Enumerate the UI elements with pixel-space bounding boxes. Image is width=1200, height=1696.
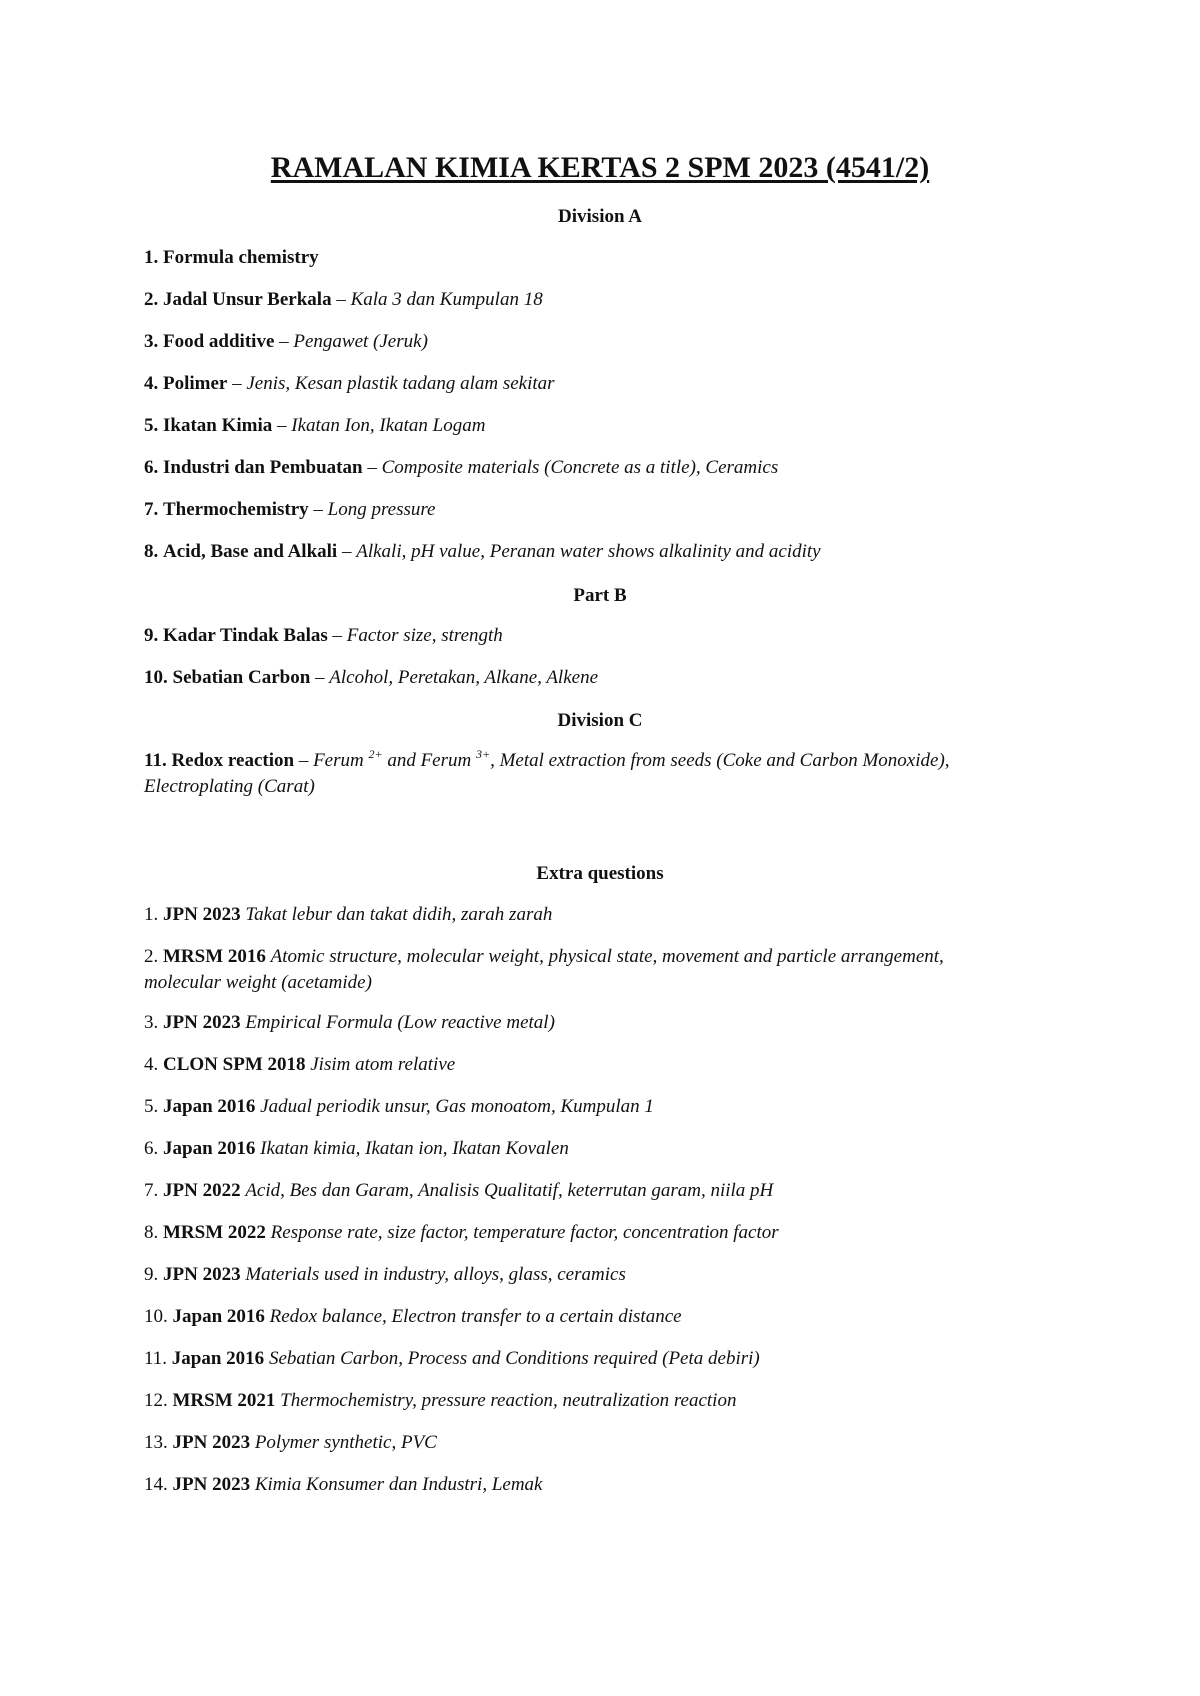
part-b-item: 10. Sebatian Carbon – Alcohol, Peretakan, Alkane, Alkene	[144, 667, 598, 688]
division-a-item: 6. Industri dan Pembuatan – Composite materials (Concrete as a title), Ceramics	[144, 457, 779, 478]
extra-item: 4. CLON SPM 2018 Jisim atom relative	[144, 1054, 456, 1075]
division-a-item: 2. Jadal Unsur Berkala – Kala 3 dan Kumpulan 18	[144, 289, 543, 310]
extra-item: 6. Japan 2016 Ikatan kimia, Ikatan ion, Ikatan Kovalen	[144, 1138, 569, 1159]
division-a-item: 7. Thermochemistry – Long pressure	[144, 499, 436, 520]
division-a-item: 4. Polimer – Jenis, Kesan plastik tadang alam sekitar	[144, 373, 555, 394]
extra-item: 1. JPN 2023 Takat lebur dan takat didih, zarah zarah	[144, 904, 553, 925]
extra-item: 11. Japan 2016 Sebatian Carbon, Process and Conditions required (Peta debiri)	[144, 1348, 760, 1369]
part-b-heading: Part B	[573, 585, 627, 606]
division-a-item: 5. Ikatan Kimia – Ikatan Ion, Ikatan Logam	[144, 415, 486, 436]
extra-item: 3. JPN 2023 Empirical Formula (Low reactive metal)	[144, 1012, 555, 1033]
extra-item: 10. Japan 2016 Redox balance, Electron transfer to a certain distance	[144, 1306, 682, 1327]
division-c-heading: Division C	[557, 710, 643, 731]
extra-item: 5. Japan 2016 Jadual periodik unsur, Gas monoatom, Kumpulan 1	[144, 1096, 654, 1117]
extra-item: 9. JPN 2023 Materials used in industry, alloys, glass, ceramics	[144, 1264, 626, 1285]
extra-item: 14. JPN 2023 Kimia Konsumer dan Industri, Lemak	[144, 1474, 543, 1495]
division-a-heading: Division A	[558, 206, 642, 227]
extra-questions-heading: Extra questions	[536, 863, 664, 884]
superscript-charge: 3+	[475, 747, 491, 761]
extra-item: 7. JPN 2022 Acid, Bes dan Garam, Analisis Qualitatif, keterrutan garam, niila pH	[144, 1180, 774, 1201]
extra-item: 13. JPN 2023 Polymer synthetic, PVC	[144, 1432, 437, 1453]
part-b-item: 9. Kadar Tindak Balas – Factor size, strength	[144, 625, 503, 646]
document-title: RAMALAN KIMIA KERTAS 2 SPM 2023 (4541/2)	[270, 151, 930, 184]
extra-item: 8. MRSM 2022 Response rate, size factor, temperature factor, concentration factor	[144, 1222, 779, 1243]
division-a-item: 8. Acid, Base and Alkali – Alkali, pH value, Peranan water shows alkalinity and acidity	[144, 541, 821, 562]
division-a-item: 1. Formula chemistry	[144, 247, 319, 268]
superscript-charge: 2+	[368, 747, 383, 761]
division-c-item: 11. Redox reaction – Ferum $^{2+}$ and Ferum $^{3+}$, Metal extraction from seeds (Coke and Carbon Monoxide), Electroplating (Carat)	[144, 747, 950, 797]
extra-item: 2. MRSM 2016 Atomic structure, molecular weight, physical state, movement and particle arrangement, molecular weight (acetamide)	[144, 946, 944, 993]
extra-item: 12. MRSM 2021 Thermochemistry, pressure reaction, neutralization reaction	[144, 1390, 737, 1411]
division-a-item: 3. Food additive – Pengawet (Jeruk)	[144, 331, 428, 352]
